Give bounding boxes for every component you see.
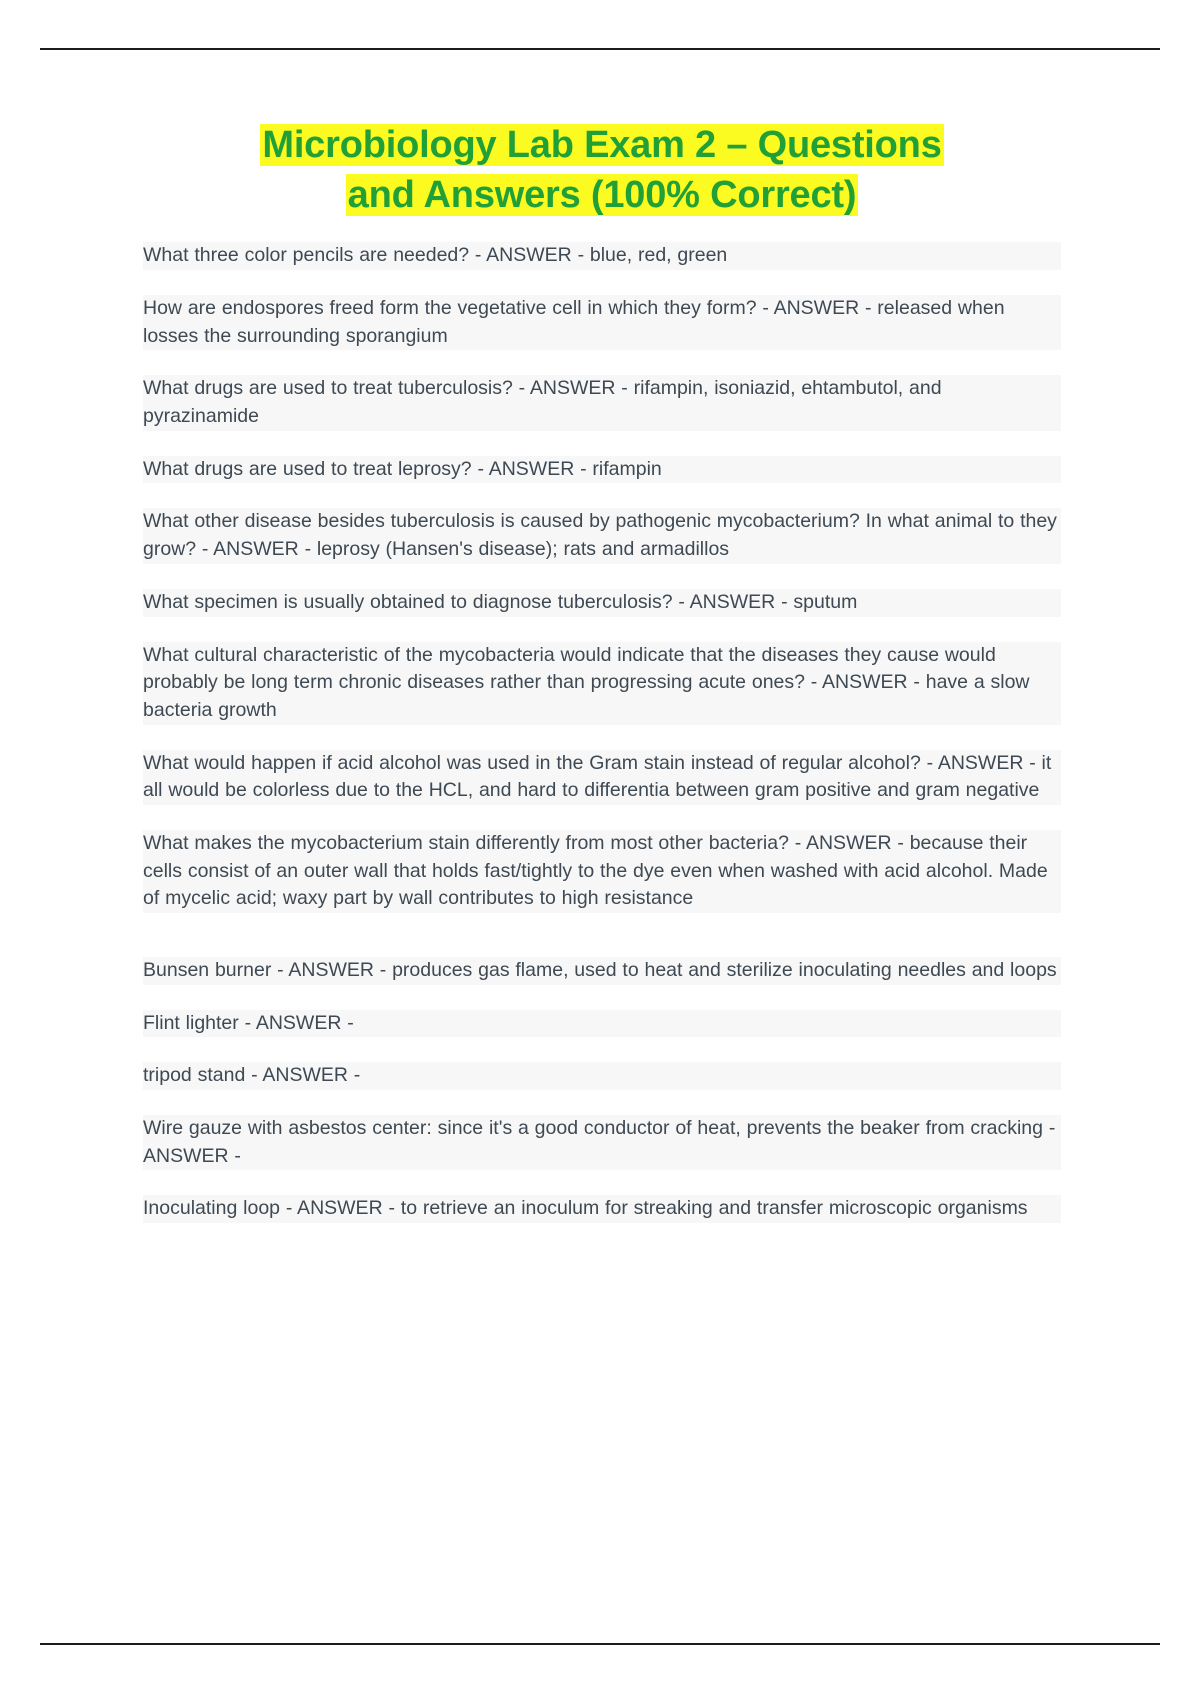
qa-item: Inoculating loop - ANSWER - to retrieve an inoculum for streaking and transfer microscopic organisms — [143, 1195, 1061, 1223]
qa-item: Wire gauze with asbestos center: since it's a good conductor of heat, prevents the beaker from cracking - ANSWER - — [143, 1115, 1061, 1170]
qa-item: What other disease besides tuberculosis is caused by pathogenic mycobacterium? In what animal to they grow? - ANSWER - leprosy (Hansen's disease); rats and armadillos — [143, 508, 1061, 563]
qa-item: What drugs are used to treat tuberculosis? - ANSWER - rifampin, isoniazid, ehtambutol, and pyrazinamide — [143, 375, 1061, 430]
qa-item: What three color pencils are needed? - ANSWER - blue, red, green — [143, 242, 1061, 270]
document-content — [143, 120, 1061, 1248]
footer-divider — [40, 1643, 1160, 1645]
page-title-line-1: Microbiology Lab Exam 2 – Questions — [262, 124, 942, 166]
qa-item: What would happen if acid alcohol was used in the Gram stain instead of regular alcohol? - ANSWER - it all would be colorless due to the HCL, and hard to differentia between gram positive and gram negative — [143, 750, 1061, 805]
qa-list — [143, 242, 1061, 1223]
page-title — [143, 120, 1061, 220]
qa-item: Flint lighter - ANSWER - — [143, 1010, 1061, 1038]
page-title-line-2: and Answers (100% Correct) — [347, 174, 857, 217]
header-divider — [40, 48, 1160, 50]
qa-item: What specimen is usually obtained to diagnose tuberculosis? - ANSWER - sputum — [143, 589, 1061, 617]
qa-item: tripod stand - ANSWER - — [143, 1062, 1061, 1090]
qa-item: Bunsen burner - ANSWER - produces gas flame, used to heat and sterilize inoculating needles and loops — [143, 957, 1061, 985]
qa-item: What drugs are used to treat leprosy? - ANSWER - rifampin — [143, 456, 1061, 484]
qa-item: What makes the mycobacterium stain differently from most other bacteria? - ANSWER - because their cells consist of an outer wall that holds fast/tightly to the dye even when washed with acid alcohol. Made of mycelic acid; waxy part by wall contributes to high resistance — [143, 830, 1061, 913]
qa-item: What cultural characteristic of the mycobacteria would indicate that the diseases they cause would probably be long term chronic diseases rather than progressing acute ones? - ANSWER - have a slow bacteria growth — [143, 642, 1061, 725]
qa-item: How are endospores freed form the vegetative cell in which they form? - ANSWER - released when losses the surrounding sporangium — [143, 295, 1061, 350]
